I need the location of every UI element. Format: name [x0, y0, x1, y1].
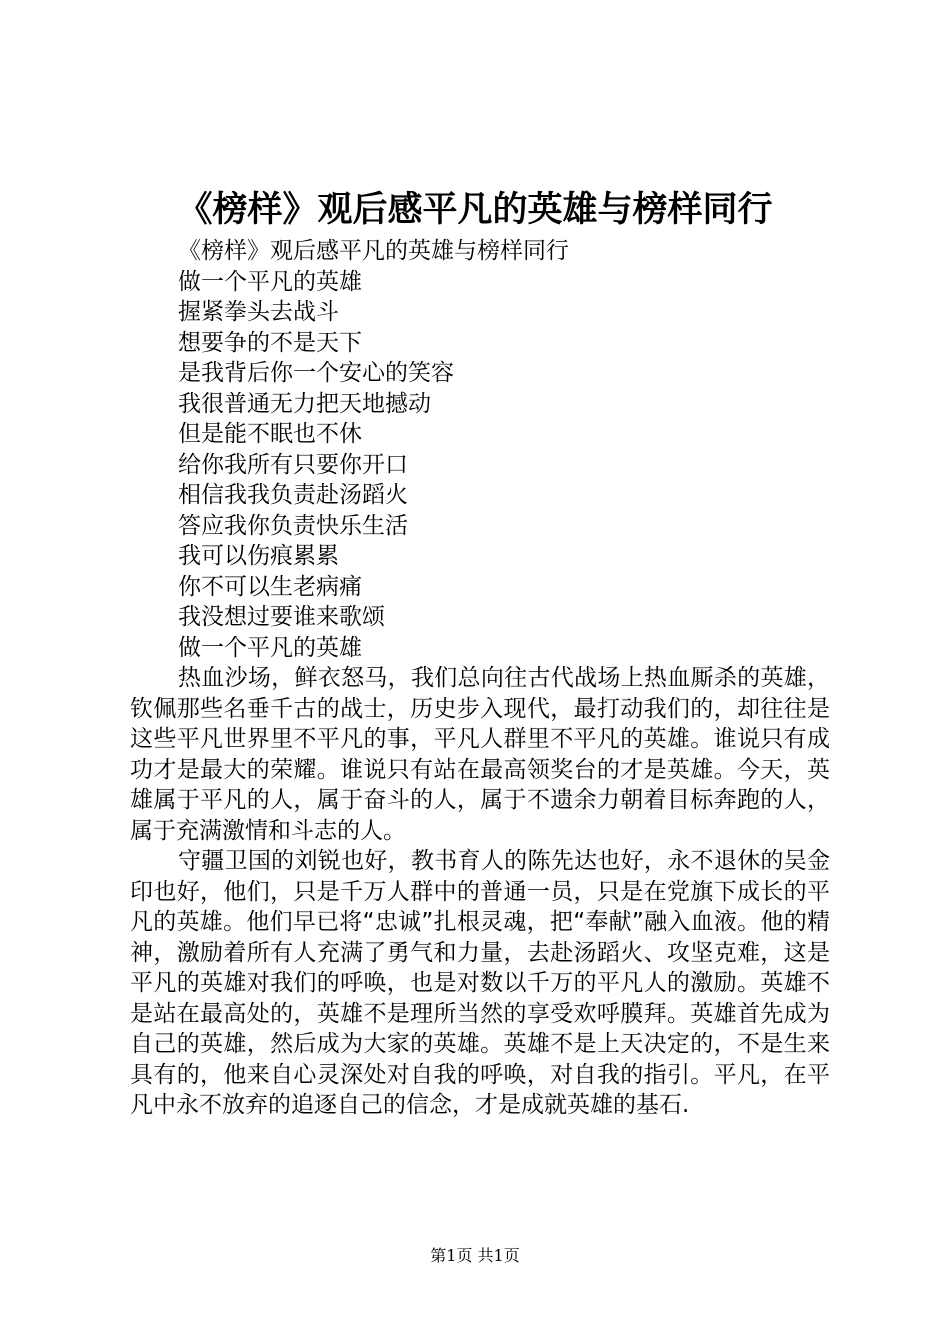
poem-line: 做一个平凡的英雄	[178, 634, 362, 661]
body-paragraph: 热血沙场，鲜衣怒马，我们总向往古代战场上热血厮杀的英雄，钦佩那些名垂千古的战士，历史步入现代，最打动我们的，却往往是这些平凡世界里不平凡的事，平凡人群里不平凡的英雄。谁说只有成功才是最大的荣耀。谁说只有站在最高领奖台的才是英雄。今天，英雄属于平凡的人，属于奋斗的人，属于不遗余力朝着目标奔跑的人，属于充满激情和斗志的人。	[130, 665, 830, 844]
page-title: 《榜样》观后感平凡的英雄与榜样同行	[177, 189, 773, 230]
poem-line: 我可以伤痕累累	[178, 543, 339, 569]
poem-line: 但是能不眠也不休	[178, 421, 362, 447]
poem-line: 答应我你负责快乐生活	[178, 512, 408, 539]
poem-line: 我很普通无力把天地撼动	[178, 390, 431, 417]
poem-line: 做一个平凡的英雄	[178, 268, 362, 295]
poem-line: 我没想过要谁来歌颂	[178, 604, 385, 630]
document-body	[130, 236, 830, 1121]
poem-line: 握紧拳头去战斗	[178, 299, 339, 325]
subtitle-line: 《榜样》观后感平凡的英雄与榜样同行	[178, 238, 569, 264]
poem-line: 想要争的不是天下	[178, 329, 362, 356]
body-paragraph: 守疆卫国的刘锐也好，教书育人的陈先达也好，永不退休的吴金印也好，他们，只是千万人群中的普通一员，只是在党旗下成长的平凡的英雄。他们早已将“忠诚”扎根灵魂，把“奉献”融入血液。他的精神，激励着所有人充满了勇气和力量，去赴汤蹈火、攻坚克难，这是平凡的英雄对我们的呼唤，也是对数以千万的平凡人的激励。英雄不是站在最高处的，英雄不是理所当然的享受欢呼膜拜。英雄首先成为自己的英雄，然后成为大家的英雄。英雄不是上天决定的，不是生来具有的，他来自心灵深处对自我的呼唤，对自我的指引。平凡，在平凡中永不放弃的追逐自己的信念，才是成就英雄的基石.	[130, 848, 830, 1118]
poem-line: 相信我我负责赴汤蹈火	[178, 482, 408, 508]
poem-line: 你不可以生老病痛	[178, 573, 362, 600]
page-footer: 第1页 共1页	[430, 1246, 520, 1265]
poem-line: 给你我所有只要你开口	[178, 451, 408, 478]
poem-line: 是我背后你一个安心的笑容	[178, 360, 454, 386]
